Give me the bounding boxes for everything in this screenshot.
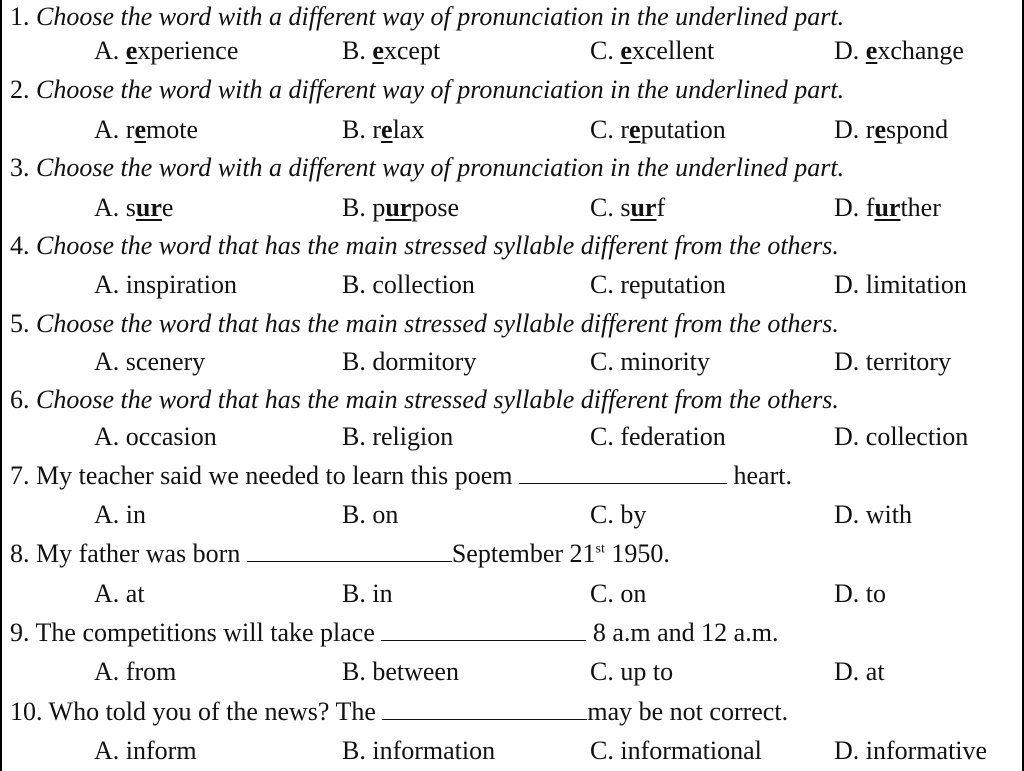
option-3a: A. sure	[94, 193, 174, 222]
option-4b: B. collection	[342, 270, 475, 299]
option-8c: C. on	[590, 579, 647, 608]
option-10c: C. informational	[590, 736, 762, 765]
option-3c: C. surf	[590, 193, 666, 222]
option-10d: D. informative	[834, 736, 988, 765]
question-3: 3. Choose the word with a different way of pronunciation in the underlined part.	[10, 153, 845, 182]
option-9a: A. from	[94, 657, 177, 686]
option-1b: B. except	[342, 36, 441, 65]
option-6c: C. federation	[590, 422, 726, 451]
question-2: 2. Choose the word with a different way of pronunciation in the underlined part.	[10, 75, 845, 104]
option-5d: D. territory	[834, 347, 951, 376]
question-instruction: Choose the word that has the main stressed syllable different from the others.	[36, 385, 839, 414]
option-10a: A. inform	[94, 736, 197, 765]
option-5a: A. scenery	[94, 347, 206, 376]
option-2d: D. respond	[834, 115, 949, 144]
question-instruction: Choose the word that has the main stressed syllable different from the others.	[36, 309, 839, 338]
option-5c: C. minority	[590, 347, 710, 376]
question-instruction: Choose the word with a different way of pronunciation in the underlined part.	[36, 153, 845, 182]
option-7d: D. with	[834, 500, 913, 529]
answer-blank[interactable]	[381, 620, 586, 641]
question-8: 8. My father was born September 21st 1950.	[10, 539, 670, 568]
option-4d: D. limitation	[834, 270, 967, 299]
answer-blank[interactable]	[519, 463, 727, 484]
question-10: 10. Who told you of the news? The may be not correct.	[10, 697, 789, 726]
question-7: 7. My teacher said we needed to learn this poem heart.	[10, 461, 792, 490]
option-7a: A. in	[94, 500, 147, 529]
option-7c: C. by	[590, 500, 647, 529]
question-instruction: Choose the word that has the main stressed syllable different from the others.	[36, 231, 839, 260]
question-4: 4. Choose the word that has the main stressed syllable different from the others.	[10, 231, 839, 260]
option-1a: A. experience	[94, 36, 239, 65]
option-9b: B. between	[342, 657, 459, 686]
option-8d: D. to	[834, 579, 887, 608]
answer-blank[interactable]	[382, 699, 587, 720]
option-5b: B. dormitory	[342, 347, 477, 376]
question-6: 6. Choose the word that has the main stressed syllable different from the others.	[10, 385, 839, 414]
option-6b: B. religion	[342, 422, 454, 451]
option-4a: A. inspiration	[94, 270, 237, 299]
question-9: 9. The competitions will take place 8 a.m and 12 a.m.	[10, 618, 779, 647]
question-5: 5. Choose the word that has the main stressed syllable different from the others.	[10, 309, 839, 338]
option-4c: C. reputation	[590, 270, 726, 299]
option-1c: C. excellent	[590, 36, 715, 65]
option-8b: B. in	[342, 579, 393, 608]
answer-blank[interactable]	[247, 541, 452, 562]
option-2c: C. reputation	[590, 115, 726, 144]
option-2b: B. relax	[342, 115, 425, 144]
option-6a: A. occasion	[94, 422, 217, 451]
option-3d: D. further	[834, 193, 941, 222]
option-9c: C. up to	[590, 657, 674, 686]
option-9d: D. at	[834, 657, 885, 686]
option-7b: B. on	[342, 500, 399, 529]
option-8a: A. at	[94, 579, 145, 608]
option-6d: D. collection	[834, 422, 969, 451]
question-instruction: Choose the word with a different way of pronunciation in the underlined part.	[36, 2, 845, 31]
question-1: 1. Choose the word with a different way of pronunciation in the underlined part.	[10, 2, 845, 31]
question-instruction: Choose the word with a different way of pronunciation in the underlined part.	[36, 75, 845, 104]
option-1d: D. exchange	[834, 36, 964, 65]
option-2a: A. remote	[94, 115, 198, 144]
option-10b: B. information	[342, 736, 496, 765]
option-3b: B. purpose	[342, 193, 460, 222]
